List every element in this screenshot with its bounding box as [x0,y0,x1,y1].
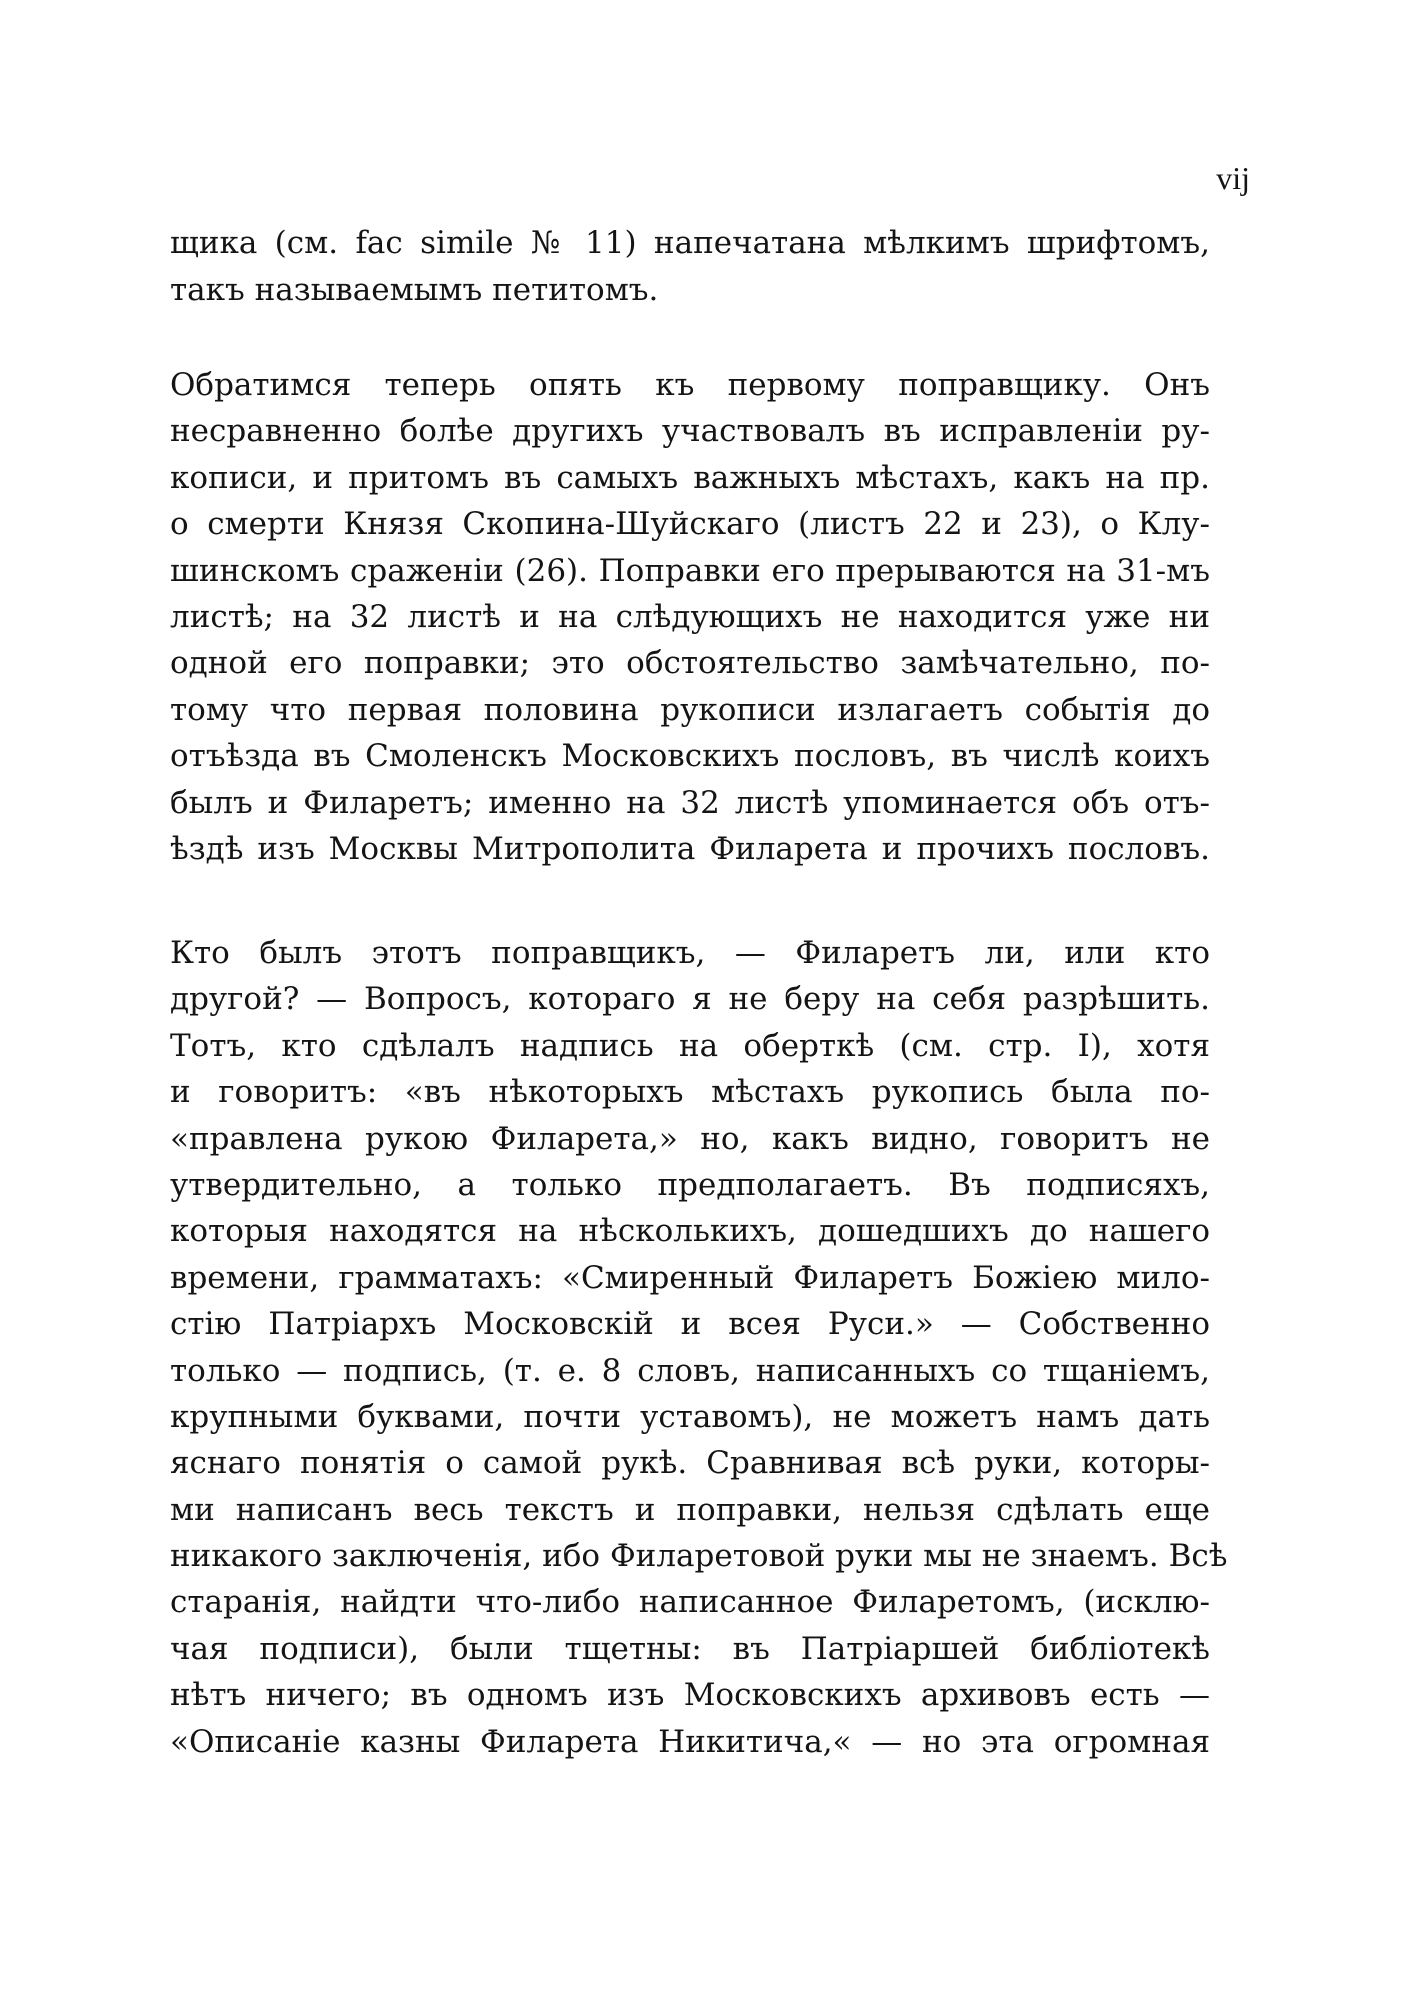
text-line: кописи, и притомъ въ самыхъ важныхъ мѣстахъ, какъ на пр. [170,459,1210,496]
text-line: былъ и Филаретъ; именно на 32 листѣ упоминается объ отъ- [170,784,1210,821]
text-line: о смерти Князя Скопина-Шуйскаго (листъ 22 и 23), о Клу- [170,506,1210,543]
text-line: шинскомъ сраженіи (26). Поправки его прерываются на 31-мъ [170,552,1210,589]
text-line: которыя находятся на нѣсколькихъ, дошедшихъ до нашего [170,1213,1210,1250]
text-line: ми написанъ весь текстъ и поправки, нельзя сдѣлать еще [170,1491,1210,1528]
page-number: vij [1216,160,1250,196]
text-line: отъѣзда въ Смоленскъ Московскихъ пословъ, въ числѣ коихъ [170,738,1210,775]
text-line: другой? — Вопросъ, котораго я не беру на себя разрѣшить. [170,981,1210,1018]
text-line: щика (см. fac simile № 11) напечатана мѣлкимъ шрифтомъ, [170,225,1210,261]
text-line: Тотъ, кто сдѣлалъ надпись на оберткѣ (см. стр. I), хотя [170,1027,1210,1064]
text-line: и говоритъ: «въ нѣкоторыхъ мѣстахъ рукопись была по- [170,1074,1210,1111]
text-line: листѣ; на 32 листѣ и на слѣдующихъ не находится уже ни [170,598,1210,635]
text-line: нѣтъ ничего; въ одномъ изъ Московскихъ архивовъ есть — [170,1677,1210,1714]
text-line: «правлена рукою Филарета,» но, какъ видно, говоритъ не [170,1120,1210,1157]
text-line: «Описаніе казны Филарета Никитича,« — но эта огромная [170,1723,1210,1760]
text-line: старанія, найдти что-либо написанное Филаретомъ, (исклю- [170,1584,1210,1621]
text-line: времени, грамматахъ: «Смиренный Филаретъ Божіею мило- [170,1259,1210,1296]
text-line: несравненно болѣе другихъ участвовалъ въ исправленіи ру- [170,413,1210,450]
text-line: одной его поправки; это обстоятельство замѣчательно, по- [170,645,1210,682]
text-line: только — подпись, (т. е. 8 словъ, написанныхъ со тщаніемъ, [170,1352,1210,1389]
text-line: крупными буквами, почти уставомъ), не можетъ намъ дать [170,1398,1210,1435]
paragraph-3 [170,930,1228,1765]
text-line: Кто былъ этотъ поправщикъ, — Филаретъ ли, или кто [170,935,1210,971]
text-line: ѣздѣ изъ Москвы Митрополита Филарета и прочихъ пословъ. [170,830,1210,867]
paragraph-2 [170,362,1210,872]
text-line: чая подписи), были тщетны: въ Патріаршей библіотекѣ [170,1630,1210,1667]
text-line: утвердительно, а только предполагаетъ. Въ подписяхъ, [170,1166,1210,1203]
text-line: такъ называемымъ петитомъ. [170,271,659,308]
text-line: тому что первая половина рукописи излагаетъ событія до [170,691,1210,728]
text-line: никакого заключенія, ибо Филаретовой руки мы не знаемъ. Всѣ [170,1538,1228,1575]
text-line: стію Патріархъ Московскій и всея Руси.» — Собственно [170,1306,1210,1343]
text-line: Обратимся теперь опять къ первому поправщику. Онъ [170,367,1210,403]
paragraph-1 [170,220,1210,313]
text-line: яснаго понятія о самой рукѣ. Сравнивая всѣ руки, которы- [170,1445,1210,1482]
